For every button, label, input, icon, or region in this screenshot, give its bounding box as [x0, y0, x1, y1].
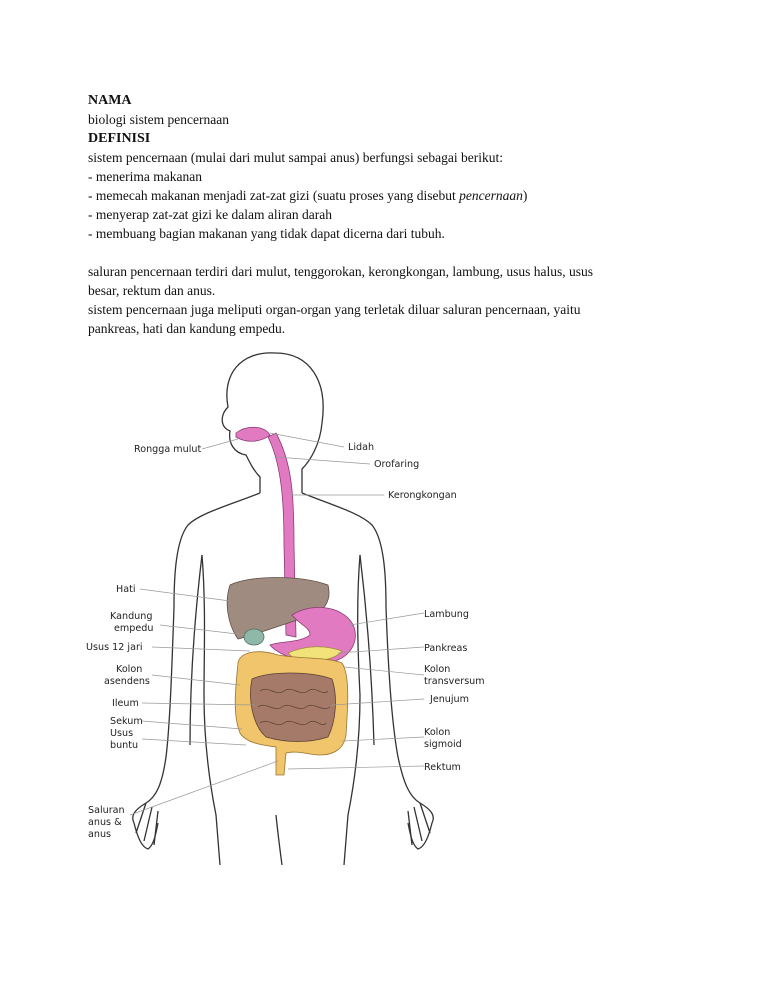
name-value: biologi sistem pencernaan [88, 112, 229, 127]
label-kolon-right: Kolon [424, 664, 451, 675]
small-intestine-shape [251, 673, 336, 742]
label-usus: Usus [110, 728, 134, 739]
tongue-shape [236, 427, 270, 441]
label-lidah: Lidah [348, 442, 375, 453]
paragraph-line: besar, rektum dan anus. [88, 283, 216, 298]
label-jenujum: Jenujum [430, 694, 469, 705]
label-transversum: transversum [424, 676, 485, 687]
list-item: - membuang bagian makanan yang tidak dapat dicerna dari tubuh. [88, 226, 445, 241]
label-ileum: Ileum [112, 698, 139, 709]
label-kandung: Kandung [110, 611, 153, 622]
list-item-text: - memecah makanan menjadi zat-zat gizi (suatu proses yang disebut [88, 188, 460, 203]
label-anus-and: anus & [88, 817, 122, 828]
label-rektum: Rektum [424, 762, 461, 773]
label-kerongkongan: Kerongkongan [388, 490, 457, 501]
list-item: - menyerap zat-zat gizi ke dalam aliran darah [88, 207, 332, 222]
digestive-system-diagram [70, 345, 490, 865]
label-hati: Hati [116, 584, 136, 595]
gallbladder-shape [244, 629, 264, 645]
list-item [88, 186, 688, 205]
label-lambung: Lambung [424, 609, 469, 620]
label-orofaring: Orofaring [374, 459, 420, 470]
paragraph-line: saluran pencernaan terdiri dari mulut, tenggorokan, kerongkongan, lambung, usus halus, usus [88, 264, 594, 279]
definition-heading: DEFINISI [88, 131, 151, 146]
paragraph-line: sistem pencernaan juga meliputi organ-organ yang terletak diluar saluran pencernaan, yaitu [88, 302, 581, 317]
label-rongga-mulut: Rongga mulut [134, 444, 202, 455]
label-sekum: Sekum [110, 716, 143, 727]
list-item-close: ) [522, 188, 528, 203]
label-anus: anus [88, 829, 112, 840]
label-usus-12-jari: Usus 12 jari [86, 642, 143, 653]
paragraph-line: pankreas, hati dan kandung empedu. [88, 321, 286, 336]
label-saluran: Saluran [88, 805, 125, 816]
list-item: - menerima makanan [88, 169, 202, 184]
diagram-svg [70, 345, 490, 865]
label-asendens: asendens [104, 676, 150, 687]
label-sigmoid: sigmoid [424, 739, 462, 750]
name-heading: NAMA [88, 93, 132, 108]
document-text [88, 91, 688, 338]
label-kolon-sigmoid-1: Kolon [424, 727, 451, 738]
label-buntu: buntu [110, 740, 139, 751]
italic-term: pencernaan [459, 188, 523, 203]
label-kolon-left: Kolon [116, 664, 143, 675]
label-pankreas: Pankreas [424, 643, 468, 654]
definition-intro: sistem pencernaan (mulai dari mulut sampai anus) berfungsi sebagai berikut: [88, 150, 503, 165]
label-empedu: empedu [114, 623, 154, 634]
